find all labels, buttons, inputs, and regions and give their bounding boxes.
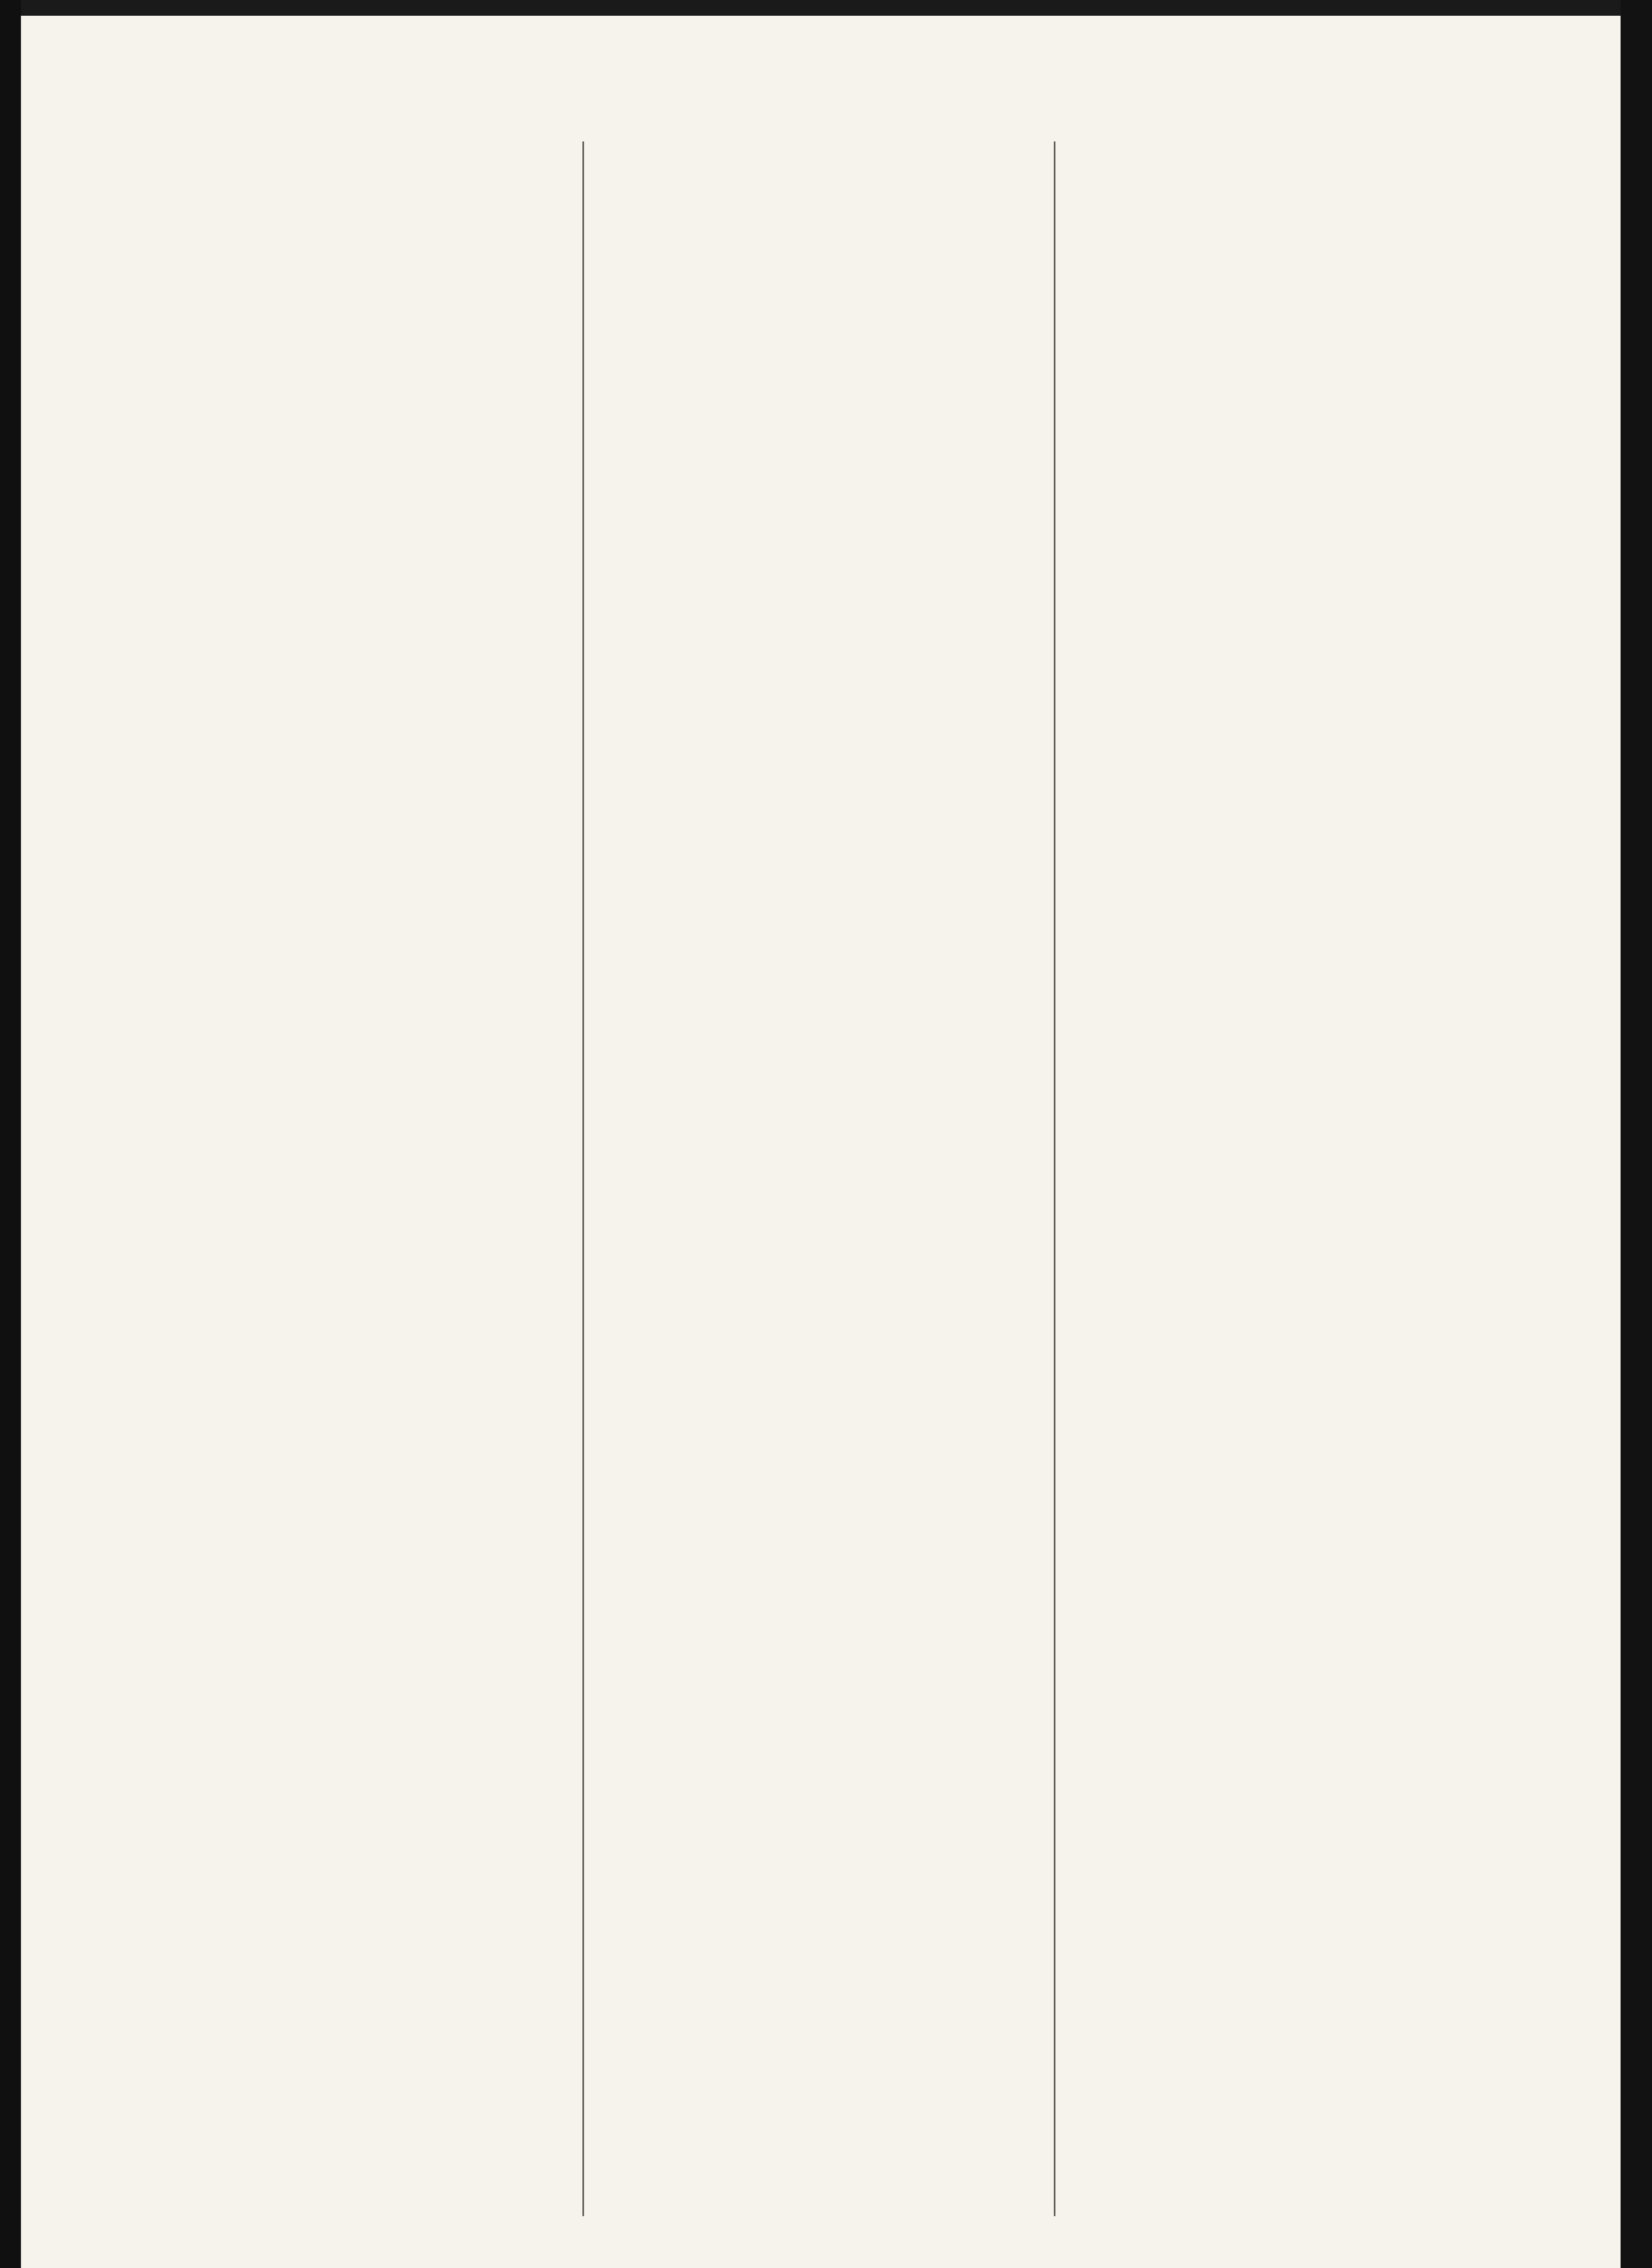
column-1 — [134, 141, 574, 2216]
column-rule — [582, 141, 584, 2216]
column-rule — [1054, 141, 1055, 2216]
column-3 — [1063, 141, 1503, 2216]
column-2 — [592, 141, 1032, 2216]
scan-border-left — [0, 0, 21, 2268]
scan-border-right — [1621, 0, 1652, 2268]
scan-border-top — [0, 0, 1652, 16]
